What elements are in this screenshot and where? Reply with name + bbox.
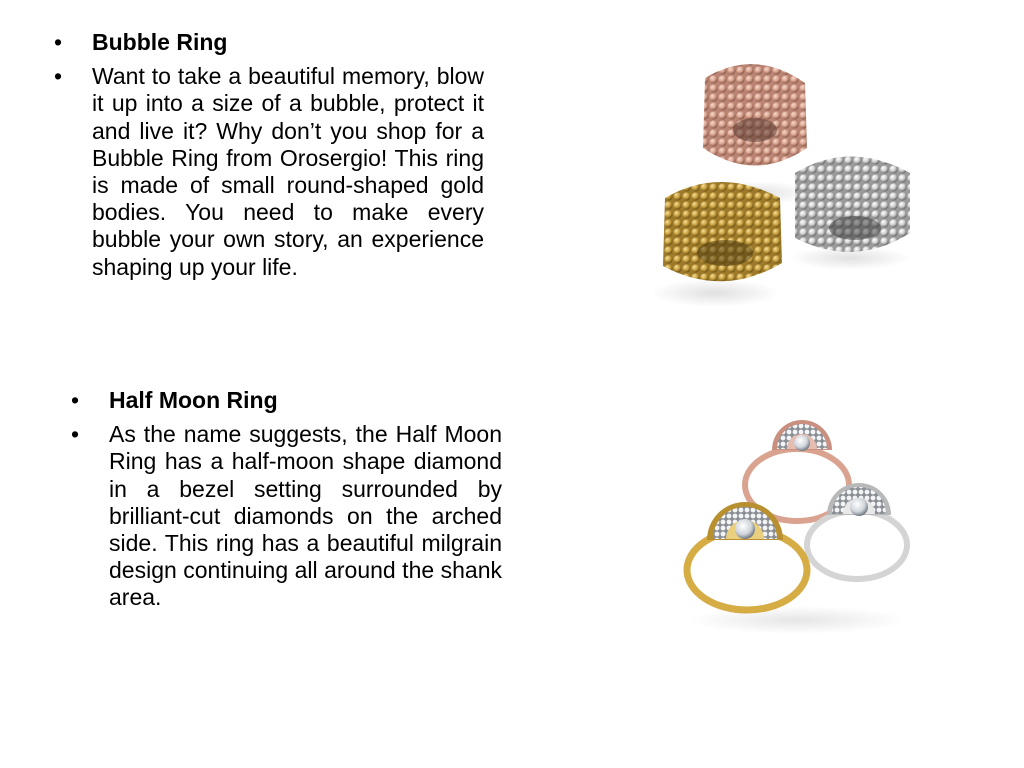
bullet-icon: • [54,63,63,90]
half-moon-ring-title-item [71,387,502,414]
half-moon-ring-description: As the name suggests, the Half Moon Ring has a half-moon shape diamond in a bezel setting surrounded by brilliant-cut diamonds on the arched side. This ring has a beautiful milgrain design continuing all around the shank area. [109,421,502,611]
bubble-ring-description-item [54,63,484,281]
bubble-ring-image [655,48,920,333]
half-moon-ring-section [71,387,502,612]
bullet-icon: • [54,29,63,55]
bubble-ring-section [54,29,484,281]
yellow-gold-bubble-ring [663,182,782,281]
rose-gold-bubble-ring [703,64,807,165]
bullet-icon: • [71,421,80,448]
half-moon-rings-illustration [672,405,917,640]
white-gold-bubble-ring [795,157,910,252]
bubble-ring-title-item [54,29,484,56]
bullet-icon: • [71,387,80,413]
half-moon-ring-image [672,405,917,640]
bubble-rings-illustration [655,48,920,333]
half-moon-ring-description-item [71,421,502,611]
white-gold-half-moon-ring [807,483,907,579]
bubble-ring-description: Want to take a beautiful memory, blow it up into a size of a bubble, protect it and live it? Why don’t you shop for a Bubble Ring from Orosergio! This ring is made of small round-shaped gold bodies. You need to make every bubble your own story, an experience shaping up your life. [92,63,484,280]
bubble-ring-title: Bubble Ring [92,29,228,55]
half-moon-ring-title: Half Moon Ring [109,387,278,413]
